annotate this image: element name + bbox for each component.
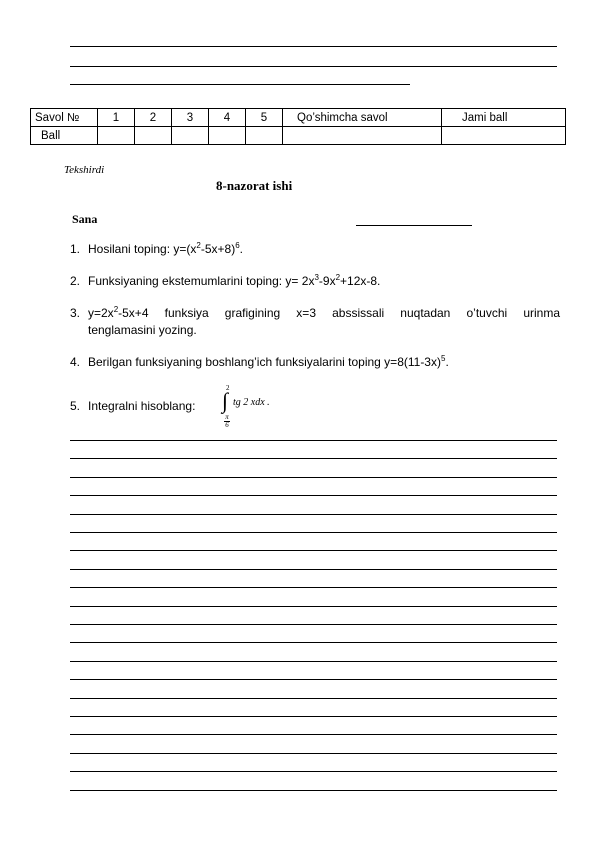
score-input-cell[interactable] — [209, 127, 246, 145]
task-1 — [70, 241, 560, 259]
score-input-cell[interactable] — [172, 127, 209, 145]
answer-line — [70, 679, 557, 680]
task-text: Funksiyaning ekstemumlarini toping: $y= 2x^3-9x^2+12x-8$. — [88, 273, 381, 288]
score-cell-3: 3 — [172, 109, 209, 127]
answer-line — [70, 771, 557, 772]
answer-line — [70, 514, 557, 515]
score-input-cell[interactable] — [246, 127, 283, 145]
score-cell-jami: Jami ball — [442, 109, 566, 127]
task-text: Hosilani toping: $y=(x^2-5x+8)^6$. — [88, 241, 243, 256]
answer-line — [70, 642, 557, 643]
integral-lower-limit: π 6 — [225, 413, 229, 429]
answer-line — [70, 550, 557, 551]
task-3 — [70, 305, 560, 341]
task-3-line-2: tenglamasini yozing. — [88, 323, 197, 337]
answer-line — [70, 532, 557, 533]
answer-line — [70, 440, 557, 441]
score-table — [30, 108, 566, 145]
score-table-header-row — [31, 109, 566, 127]
task-3-line-1: $y=2x^2-5x+4$ funksiya grafigining x=3 abssissali nuqtadan o’tuvchi urinma — [88, 305, 560, 320]
task-text: Berilgan funksiyaning boshlang’ich funksiyalarini toping $y=8(11-3x)^5$. — [88, 354, 449, 369]
answer-line — [70, 66, 557, 67]
score-cell-1: 1 — [98, 109, 135, 127]
answer-line — [70, 569, 557, 570]
answer-line — [70, 495, 557, 496]
integral-formula — [222, 384, 292, 432]
answer-line — [70, 477, 557, 478]
score-cell-qoshimcha: Qo’shimcha savol — [283, 109, 442, 127]
task-number: 2. — [70, 274, 81, 288]
answer-line — [70, 753, 557, 754]
score-table-ball-row — [31, 127, 566, 145]
score-input-cell[interactable] — [442, 127, 566, 145]
sana-line — [356, 225, 472, 226]
integral-upper-limit: 2 — [226, 384, 230, 392]
score-cell-4: 4 — [209, 109, 246, 127]
answer-line — [70, 661, 557, 662]
task-number: 3. — [70, 306, 81, 320]
answer-line — [70, 790, 557, 791]
score-input-cell[interactable] — [98, 127, 135, 145]
score-cell-5: 5 — [246, 109, 283, 127]
score-input-cell[interactable] — [283, 127, 442, 145]
score-cell-2: 2 — [135, 109, 172, 127]
task-number: 1. — [70, 242, 81, 256]
integral-sign: ∫ — [222, 388, 229, 413]
task-text: Integralni hisoblang: — [88, 399, 196, 413]
task-4 — [70, 354, 560, 372]
answer-line — [70, 716, 557, 717]
task-5 — [70, 398, 560, 416]
answer-line — [70, 46, 557, 47]
answer-line — [70, 624, 557, 625]
score-cell-ball: Ball — [31, 127, 98, 145]
page-title: 8-nazorat ishi — [216, 178, 293, 193]
task-number: 5. — [70, 399, 81, 413]
task-number: 4. — [70, 355, 81, 369]
answer-line — [70, 734, 557, 735]
score-cell-savol: Savol № — [31, 109, 98, 127]
integral-body: tg 2 xdx . — [233, 397, 270, 408]
answer-line — [70, 84, 410, 85]
tekshirdi-label: Tekshirdi — [64, 164, 105, 176]
task-2 — [70, 273, 560, 291]
answer-line — [70, 698, 557, 699]
answer-line — [70, 458, 557, 459]
score-input-cell[interactable] — [135, 127, 172, 145]
answer-line — [70, 606, 557, 607]
task-text — [88, 305, 560, 339]
sana-label: Sana — [72, 212, 98, 226]
answer-line — [70, 587, 557, 588]
